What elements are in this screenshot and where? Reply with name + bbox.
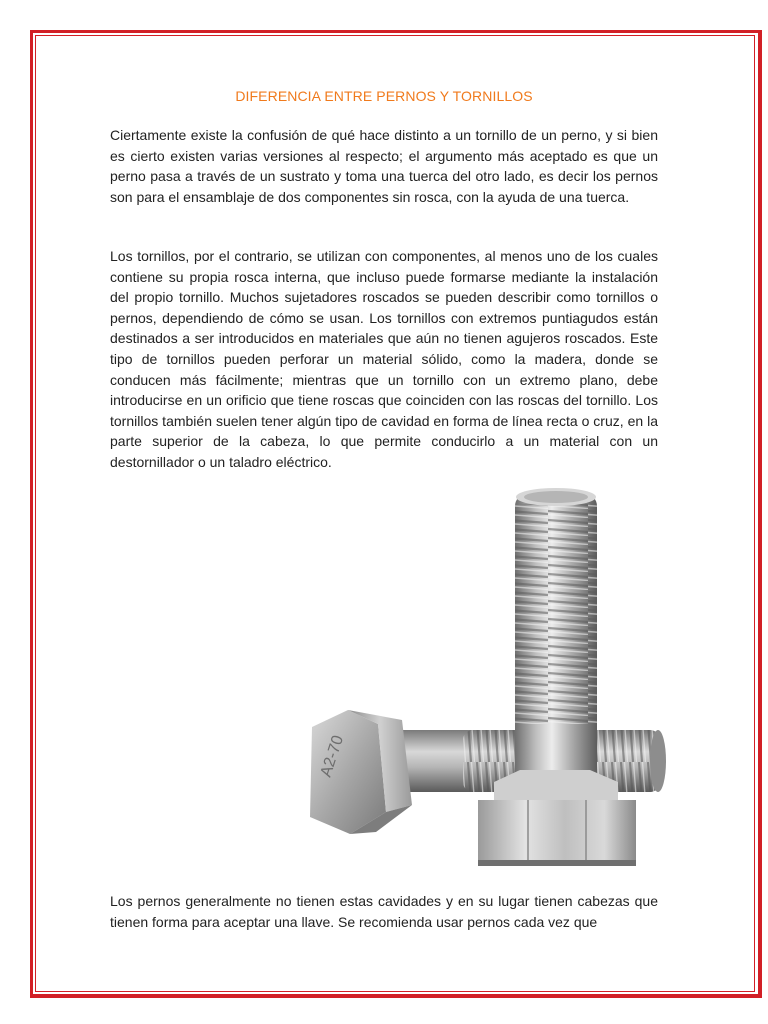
standing-bolt-shaft bbox=[515, 488, 597, 794]
standing-bolt-head bbox=[478, 770, 636, 866]
bolts-photo bbox=[268, 482, 668, 882]
paragraph-2: Los tornillos, por el contrario, se utilizan con componentes, al menos uno de los cuales contiene su propia rosca interna, que incluso puede formarse mediante la instalación del propio tornillo. Muchos sujetadores roscados se pueden describir como tornillos o pernos, dependiendo de cómo se usan. Los tornillos con extremos puntiagudos están destinados a ser introducidos en materiales que aún no tienen agujeros roscados. Este tipo de tornillos pueden perforar un material sólido, como la madera, donde se conducen más fácilmente; mientras que un tornillo con un extremo plano, debe introducirse en un orificio que tiene roscas que coinciden con las roscas del tornillo. Los tornillos también suelen tener algún tipo de cavidad en forma de línea recta o cruz, en la parte superior de la cabeza, lo que permite conducirlo a un material con un destornillador o un taladro eléctrico. bbox=[110, 248, 658, 470]
lying-bolt-head bbox=[310, 710, 412, 834]
paragraph-3: Los pernos generalmente no tienen estas cavidades y en su lugar tienen cabezas que tienen forma para aceptar una llave. Se recomienda usar pernos cada vez que bbox=[110, 893, 658, 930]
paragraph-1: Ciertamente existe la confusión de qué hace distinto a un tornillo de un perno, y si bien es cierto existen varias versiones al respecto; el argumento más aceptado es que un perno pasa a través de un sustrato y toma una tuerca del otro lado, es decir los pernos son para el ensamblaje de dos componentes sin rosca, con la ayuda de una tuerca. bbox=[110, 127, 658, 205]
page-title: DIFERENCIA ENTRE PERNOS Y TORNILLOS bbox=[235, 88, 533, 104]
head-marking: A2-70 bbox=[317, 733, 348, 780]
